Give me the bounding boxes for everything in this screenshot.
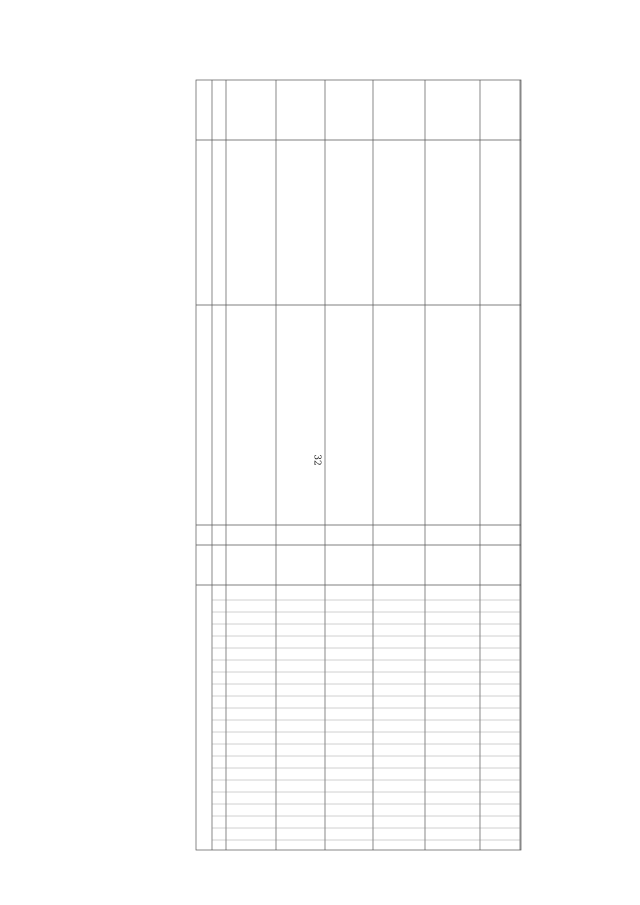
page-number: 32: [311, 454, 322, 466]
header-dividers: [196, 140, 521, 585]
table-outline: [196, 80, 521, 850]
column-bands: [212, 600, 521, 840]
row-dividers: [212, 80, 520, 850]
